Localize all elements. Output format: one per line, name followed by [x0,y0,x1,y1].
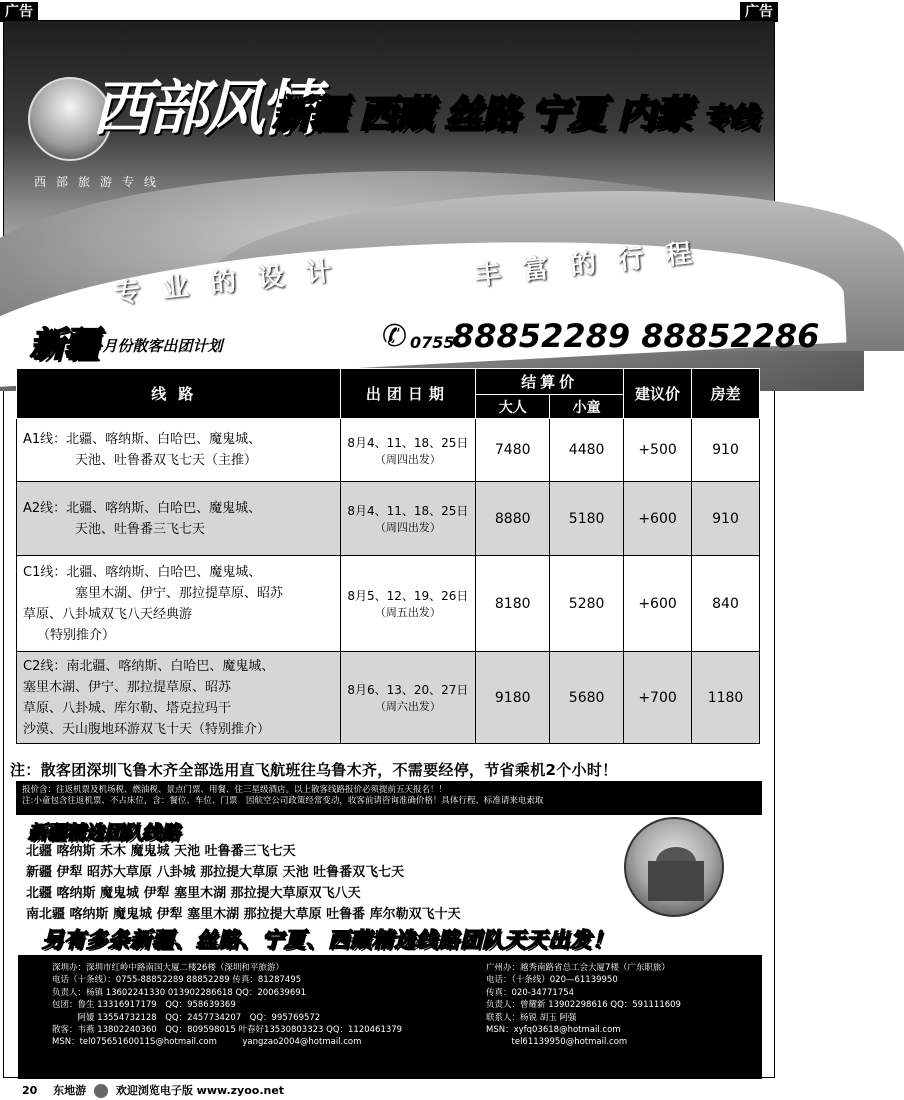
child-price: 5680 [550,652,624,744]
contact-box [18,955,762,1079]
shenzhen-office [52,962,402,1049]
selection-title: 新疆精选团队线路 [28,822,181,844]
footer-brand: 东地游 [53,1084,87,1097]
contact-line: 阿媛 13554732128 QQ：2457734207 QQ：995769572 [52,1012,321,1023]
contact-line: MSN：xyfq03618@hotmail.com [486,1025,621,1036]
suggest-price: +700 [624,652,692,744]
adult-price: 7480 [476,419,550,482]
contact-line: 深圳办：深圳市红岭中路南国大厦二楼26楼（深圳和平旅游） [52,963,284,973]
route-line: （特别推介） [37,627,116,643]
daily-departure-slogan: 另有多条新疆、丝路、宁夏、西藏精选线路团队天天出发！ [42,928,614,952]
date-cell [340,419,476,482]
header-date: 出团日期 [340,369,476,419]
departure-dates: 8月4、11、18、25日 [347,435,469,450]
notice-line: 报价含：往返机票及机场税、燃油税、景点门票、用餐、住三星级酒店。以上散客线路报价必须提前五天报名！！ [22,785,448,795]
route-line: 草原、八卦城双飞八天经典游 [23,606,193,622]
contact-line: 电话：（十条线）020—61139950 [486,975,618,986]
room-diff: 1180 [692,652,760,744]
header-adult: 大人 [476,395,550,419]
slogan-right: 丰富的行程 [473,236,716,292]
departure-dates: 8月5、12、19、26日 [347,589,469,603]
route-cell [17,482,341,556]
logo-text: 西部风情 [92,74,316,144]
mosque-photo-icon [624,817,724,917]
route-line: 天池、吐鲁番双飞七天（主推） [75,453,258,468]
adult-price: 9180 [476,652,550,744]
route-line: A1线：北疆、喀纳斯、白哈巴、魔鬼城、 [23,432,262,447]
child-price: 5180 [550,482,624,556]
route-cell [17,652,341,744]
slogan-left: 专业的设计 [113,254,356,310]
date-cell [340,482,476,556]
route-line: 沙漠、天山腹地环游双飞十天（特别推介） [23,721,271,737]
contact-line: 传真：020-34771754 [486,987,575,998]
phone-area-code: 0755- [410,333,462,352]
selection-item: 新疆 伊犁 昭苏大草原 八卦城 那拉提大草原 天池 吐鲁番双飞七天 [26,865,405,880]
phone-icon: ✆ [382,319,408,354]
route-line: C1线：北疆、喀纳斯、白哈巴、魔鬼城、 [23,564,262,580]
departure-dates: 8月6、13、20、27日 [347,683,469,697]
contact-line: tel61139950@hotmail.com [486,1037,628,1048]
ad-tag-left: 广告 [0,2,38,22]
plan-region: 新疆 [30,325,98,365]
ad-tag-right: 广告 [740,2,778,22]
departure-weekday: （周四出发） [374,521,441,534]
hero-banner [4,21,774,331]
route-line: 草原、八卦城、库尔勒、塔克拉玛干 [23,700,232,716]
plan-header [4,315,820,365]
route-line: A2线：北疆、喀纳斯、白哈巴、魔鬼城、 [23,500,262,516]
table-row [17,556,760,652]
child-price: 5280 [550,556,624,652]
brand-badge-icon [94,1084,108,1098]
date-cell [340,652,476,744]
departure-weekday: （周六出发） [374,700,441,713]
header-suggest: 建议价 [624,369,692,419]
notice-box [16,781,762,815]
room-diff: 910 [692,482,760,556]
ad-frame [3,20,820,1078]
suggest-price: +500 [624,419,692,482]
contact-line: 电话（十条线）：0755-88852289 88852289 传真：81287495 [52,975,302,986]
route-line: 塞里木湖、伊宁、那拉提草原、昭苏 [23,679,232,695]
page-number: 20 [22,1084,38,1097]
route-line: 天池、吐鲁番三飞七天 [75,521,206,537]
route-line: C2线：南北疆、喀纳斯、白哈巴、魔鬼城、 [23,658,275,674]
room-diff: 910 [692,419,760,482]
contact-line: MSN：tel07565160011S@hotmail.com yangzao2004@hotmail.com [52,1037,362,1048]
headline-suffix: 专线 [703,101,758,134]
header-child: 小童 [550,395,624,419]
departure-weekday: （周五出发） [374,606,441,619]
footer-website-link[interactable]: 欢迎浏览电子版 www.zyoo.net [115,1084,285,1097]
logo-subtitle: 西部旅游专线 [34,175,167,189]
plan-title: 8月份散客出团计划 [92,337,223,355]
header-route: 线路 [17,369,341,419]
selection-item: 北疆 喀纳斯 禾木 魔鬼城 天池 吐鲁番三飞七天 [26,844,296,859]
date-cell [340,556,476,652]
header-settle: 结算价 [476,369,624,395]
contact-line: 广州办：越秀南路省总工会大厦7楼（广东职旅） [486,963,670,973]
contact-line: 负责人：曾耀新 13902298616 QQ：591111609 [486,1000,681,1011]
page-footer [22,1082,284,1098]
room-diff: 840 [692,556,760,652]
header-room: 房差 [692,369,760,419]
contact-line: 散客：韦燕 13802240360 QQ：809598015 叶春好13530803323 QQ：1120461379 [52,1025,403,1036]
suggest-price: +600 [624,556,692,652]
adult-price: 8180 [476,556,550,652]
phone-numbers: 88852289 88852286 [452,317,820,355]
route-line: 塞里木湖、伊宁、那拉提草原、昭苏 [75,585,284,601]
photo-building [648,861,704,901]
route-cell [17,556,341,652]
adult-price: 8880 [476,482,550,556]
selection-item: 南北疆 喀纳斯 魔鬼城 伊犁 塞里木湖 那拉提大草原 吐鲁番 库尔勒双飞十天 [26,907,461,922]
route-cell [17,419,341,482]
guangzhou-office [486,962,681,1049]
suggest-price: +600 [624,482,692,556]
headline [272,83,757,138]
departure-weekday: （周四出发） [374,452,441,466]
selection-list [26,841,461,925]
headline-main: 新疆 西藏 丝路 宁夏 内蒙 [272,92,691,136]
contact-line: 负责人：杨镇 13602241330 013902286618 QQ：200639691 [52,987,307,998]
selection-item: 北疆 喀纳斯 魔鬼城 伊犁 塞里木湖 那拉提大草原双飞八天 [26,886,361,901]
contact-line: 包团：鲁生 13316917179 QQ：958639369 [52,1000,236,1011]
table-row [17,419,760,482]
child-price: 4480 [550,419,624,482]
table-row [17,482,760,556]
notice-line: 注:小童包含往返机票、不占床位，含：餐位、车位、门票 因航空公司政策经常变动，收客前请咨询准确价格！具体行程、标准请来电索取 [22,796,544,806]
table-row [17,652,760,744]
departure-dates: 8月4、11、18、25日 [347,504,469,518]
contact-line: 联系人：杨锐 胡玉 阿强 [486,1012,577,1023]
flight-note: 注：散客团深圳飞鲁木齐全部选用直飞航班往乌鲁木齐，不需要经停，节省乘机2个小时！ [10,761,618,779]
route-table [16,368,760,744]
